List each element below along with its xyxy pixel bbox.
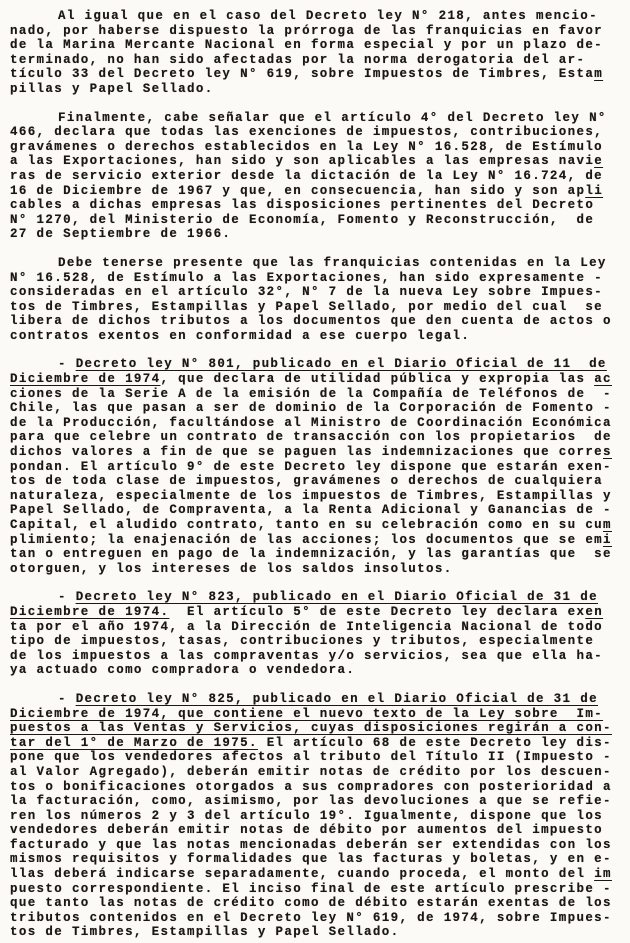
text-line bbox=[10, 271, 626, 286]
text-segment: vendedores deberán emitir notas de débito por aumentos del impuesto bbox=[10, 823, 604, 838]
paragraph bbox=[10, 9, 626, 97]
text-segment: cables a dichas empresas las disposiciones pertinentes del Decreto bbox=[10, 198, 595, 213]
paragraph bbox=[10, 256, 626, 344]
underlined-text-segment: Decreto ley N° 823, publicado en el Diario Oficial de 31 de bbox=[75, 590, 598, 605]
text-line bbox=[10, 67, 626, 82]
text-line bbox=[10, 460, 626, 475]
text-segment: nado, por haberse dispuesto la prórroga de las franquicias en favor bbox=[10, 23, 604, 38]
text-segment: puesto correspondiente. El inciso final de este artículo prescribe - bbox=[10, 881, 612, 896]
text-line bbox=[10, 198, 626, 213]
text-line bbox=[10, 503, 626, 518]
text-line bbox=[10, 605, 626, 620]
text-segment: tículo 33 del Decreto ley N° 619, sobre Impuestos de Timbres, Esta bbox=[10, 67, 595, 82]
text-segment: - bbox=[58, 357, 76, 372]
underlined-text-segment: im bbox=[594, 867, 612, 882]
text-segment: Capital, el aludido contrato, tanto en su celebración como en su cu bbox=[10, 518, 604, 532]
text-segment: N° 1270, del Ministerio de Economía, Fomento y Reconstrucción, de bbox=[10, 212, 595, 227]
underlined-text-segment: s bbox=[603, 445, 612, 460]
text-segment: de la Producción, facultándose al Ministro de Coordinación Económica bbox=[10, 415, 612, 430]
underlined-text-segment: m bbox=[603, 518, 612, 532]
text-segment: pone que los vendedores afectos al tributo del Título II (Impuesto - bbox=[10, 750, 612, 765]
text-line bbox=[10, 852, 626, 867]
text-line bbox=[10, 736, 626, 751]
text-line bbox=[10, 184, 626, 199]
text-line bbox=[10, 649, 626, 664]
text-line bbox=[10, 634, 626, 649]
text-segment: dichos valores a fin de que se paguen las indemnizaciones que corre bbox=[10, 445, 604, 460]
text-segment: El artículo 68 de este Decreto ley dis- bbox=[257, 735, 612, 750]
text-segment: Finalmente, cabe señalar que el artículo 4° del Decreto ley N° bbox=[58, 110, 607, 125]
text-line bbox=[10, 372, 626, 387]
text-segment: que tanto las notas de crédito como de débito estarán exentas de los bbox=[10, 896, 612, 911]
text-segment: tos de Timbres, Estampillas y Papel Sellado, por medio del cual se bbox=[10, 299, 604, 314]
text-segment: Papel Sellado, de Compraventa, a la Renta Adicional y Ganancias de - bbox=[10, 503, 612, 518]
text-segment: ren los números 2 y 3 del artículo 19°. Igualmente, dispone que los bbox=[10, 808, 604, 823]
text-segment: tos de toda clase de impuestos, gravámenes o derechos de cualquiera bbox=[10, 474, 604, 489]
text-line bbox=[10, 154, 626, 169]
underlined-text-segment: i bbox=[603, 532, 612, 547]
text-line bbox=[10, 227, 626, 242]
paragraph bbox=[10, 590, 626, 678]
text-segment: El artículo 5° de este Decreto ley declara ex bbox=[169, 604, 586, 619]
text-segment: para que celebre un contrato de transacción con los propietarios de bbox=[10, 430, 612, 445]
text-line bbox=[10, 925, 626, 940]
text-segment: gravámenes o derechos establecidos en la Ley N° 16.528, de Estímulo bbox=[10, 139, 604, 154]
text-segment: Al igual que en el caso del Decreto ley N° 218, antes mencio- bbox=[58, 9, 598, 23]
text-line bbox=[10, 9, 626, 24]
text-line bbox=[10, 445, 626, 460]
text-segment: 16 de Diciembre de 1967 y que, en consecuencia, han sido y son ap bbox=[10, 183, 586, 198]
text-line bbox=[10, 357, 626, 372]
text-line bbox=[10, 533, 626, 548]
text-line bbox=[10, 111, 626, 126]
text-line bbox=[10, 838, 626, 853]
text-line bbox=[10, 518, 626, 533]
text-line bbox=[10, 562, 626, 577]
text-line bbox=[10, 387, 626, 402]
underlined-text-segment: m bbox=[594, 67, 604, 82]
text-segment: libera de dichos tributos a los documentos que den cuenta de actos o bbox=[10, 314, 612, 329]
text-line bbox=[10, 213, 626, 228]
text-line bbox=[10, 329, 626, 344]
text-segment: ciones de la Serie A de la emisión de la Compañía de Teléfonos de - bbox=[10, 386, 612, 401]
text-segment: otorguen, y los intereses de los saldos insolutos. bbox=[10, 561, 453, 576]
text-segment: tributos contenidos en el Decreto ley N° 619, de 1974, sobre Impues- bbox=[10, 910, 612, 925]
text-line bbox=[10, 140, 626, 155]
underlined-text-segment: Decreto ley N° 801, publicado en el Diario Oficial de 11 de bbox=[75, 357, 607, 372]
text-line bbox=[10, 416, 626, 431]
text-segment: 466, declara que todas las exenciones de impuestos, contribuciones, bbox=[10, 125, 604, 140]
underlined-text-segment: Diciembre de 1974. bbox=[10, 604, 170, 619]
text-line bbox=[10, 169, 626, 184]
text-line bbox=[10, 692, 626, 707]
text-line bbox=[10, 663, 626, 678]
text-line bbox=[10, 590, 626, 605]
underlined-text-segment: Diciembre de 1974 bbox=[10, 372, 161, 387]
text-line bbox=[10, 823, 626, 838]
text-line bbox=[10, 547, 626, 562]
text-line bbox=[10, 474, 626, 489]
text-line bbox=[10, 82, 626, 97]
underlined-text-segment: en bbox=[585, 604, 604, 619]
text-segment: pillas y Papel Sellado. bbox=[10, 81, 214, 96]
text-segment: de los impuestos a las compraventas y/o servicios, sea que ella ha- bbox=[10, 648, 604, 663]
text-line bbox=[10, 24, 626, 39]
text-segment: 27 de Septiembre de 1966. bbox=[10, 227, 232, 242]
text-line bbox=[10, 125, 626, 140]
text-line bbox=[10, 53, 626, 68]
text-segment: consideradas en el artículo 32°, N° 7 de la nueva Ley sobre Impues- bbox=[10, 285, 604, 300]
text-segment: naturaleza, especialmente de los impuestos de Timbres, Estampillas y bbox=[10, 488, 612, 503]
underlined-text-segment: Diciembre de 1974, que contiene el nuevo texto de la Ley sobre Im- bbox=[10, 706, 604, 721]
text-line bbox=[10, 867, 626, 882]
underlined-text-segment: e bbox=[594, 154, 604, 169]
text-segment: tipo de impuestos, tasas, contribuciones y tributos, especialmente bbox=[10, 634, 595, 649]
text-segment: pondan. El artículo 9° de este Decreto ley dispone que estarán exen- bbox=[10, 459, 612, 474]
paragraph bbox=[10, 692, 626, 940]
text-segment: ta por el año 1974, a la Dirección de Inteligencia Nacional de todo bbox=[10, 619, 604, 634]
text-segment: tos de Timbres, Estampillas y Papel Sellado. bbox=[10, 925, 400, 940]
text-line bbox=[10, 38, 626, 53]
paragraph bbox=[10, 357, 626, 576]
text-segment: ya actuado como compradora o vendedora. bbox=[10, 663, 356, 678]
text-segment: - bbox=[58, 590, 76, 605]
underlined-text-segment: li bbox=[585, 183, 604, 198]
text-line bbox=[10, 256, 626, 271]
text-segment: llas deberá indicarse separadamente, cuando proceda, el monto del bbox=[10, 867, 595, 882]
text-line bbox=[10, 707, 626, 722]
text-segment: a las Exportaciones, han sido y son aplicables a las empresas navi bbox=[10, 154, 595, 169]
text-segment: de la Marina Mercante Nacional en forma especial y por un plazo de- bbox=[10, 38, 604, 53]
text-segment: tos o bonificaciones otorgados a sus compradores con posterioridad a bbox=[10, 779, 612, 794]
text-line bbox=[10, 911, 626, 926]
underlined-text-segment: tar del 1° de Marzo de 1975. bbox=[10, 735, 258, 750]
paragraph bbox=[10, 111, 626, 242]
text-line bbox=[10, 882, 626, 897]
underlined-text-segment: ac bbox=[594, 372, 612, 387]
text-segment: ras de servicio exterior desde la dictación de la Ley N° 16.724, de bbox=[10, 168, 604, 183]
text-line bbox=[10, 489, 626, 504]
text-line bbox=[10, 780, 626, 795]
text-line bbox=[10, 401, 626, 416]
text-line bbox=[10, 809, 626, 824]
text-segment: , que declara de utilidad pública y expropia las bbox=[160, 372, 595, 387]
text-segment: al Valor Agregado), deberán emitir notas de crédito por los descuen- bbox=[10, 764, 612, 779]
text-line bbox=[10, 794, 626, 809]
text-segment: facturado y que las notas mencionadas deberán ser extendidas con los bbox=[10, 837, 612, 852]
text-segment: plimiento; la enajenación de las acciones; los documentos que se em bbox=[10, 532, 604, 547]
text-line bbox=[10, 314, 626, 329]
text-line bbox=[10, 896, 626, 911]
text-line bbox=[10, 620, 626, 635]
text-segment: tan o entreguen en pago de la indemnización, y las garantías que se bbox=[10, 547, 612, 562]
text-line bbox=[10, 750, 626, 765]
text-segment: contratos exentos en conformidad a ese cuerpo legal. bbox=[10, 328, 471, 343]
text-segment: mismos requisitos y formalidades que las facturas y boletas, y en e- bbox=[10, 852, 612, 867]
text-line bbox=[10, 430, 626, 445]
text-line bbox=[10, 765, 626, 780]
text-line bbox=[10, 721, 626, 736]
text-segment: la facturación, como, asimismo, por las devoluciones a que se refie- bbox=[10, 794, 612, 809]
text-segment: - bbox=[58, 691, 76, 706]
text-segment: Debe tenerse presente que las franquicias contenidas en la Ley bbox=[58, 255, 607, 270]
text-segment: Chile, las que pasan a ser de dominio de la Corporación de Fomento - bbox=[10, 401, 612, 416]
text-line bbox=[10, 285, 626, 300]
underlined-text-segment: puestos a las Ventas y Servicios, cuyas disposiciones regirán a con- bbox=[10, 721, 612, 736]
text-segment: N° 16.528, de Estímulo a las Exportaciones, han sido expresamente - bbox=[10, 270, 604, 285]
text-segment: terminado, no han sido afectadas por la norma derogatoria del ar- bbox=[10, 52, 586, 67]
underlined-text-segment: Decreto ley N° 825, publicado en el Diario Oficial de 31 de bbox=[75, 691, 598, 706]
text-line bbox=[10, 300, 626, 315]
